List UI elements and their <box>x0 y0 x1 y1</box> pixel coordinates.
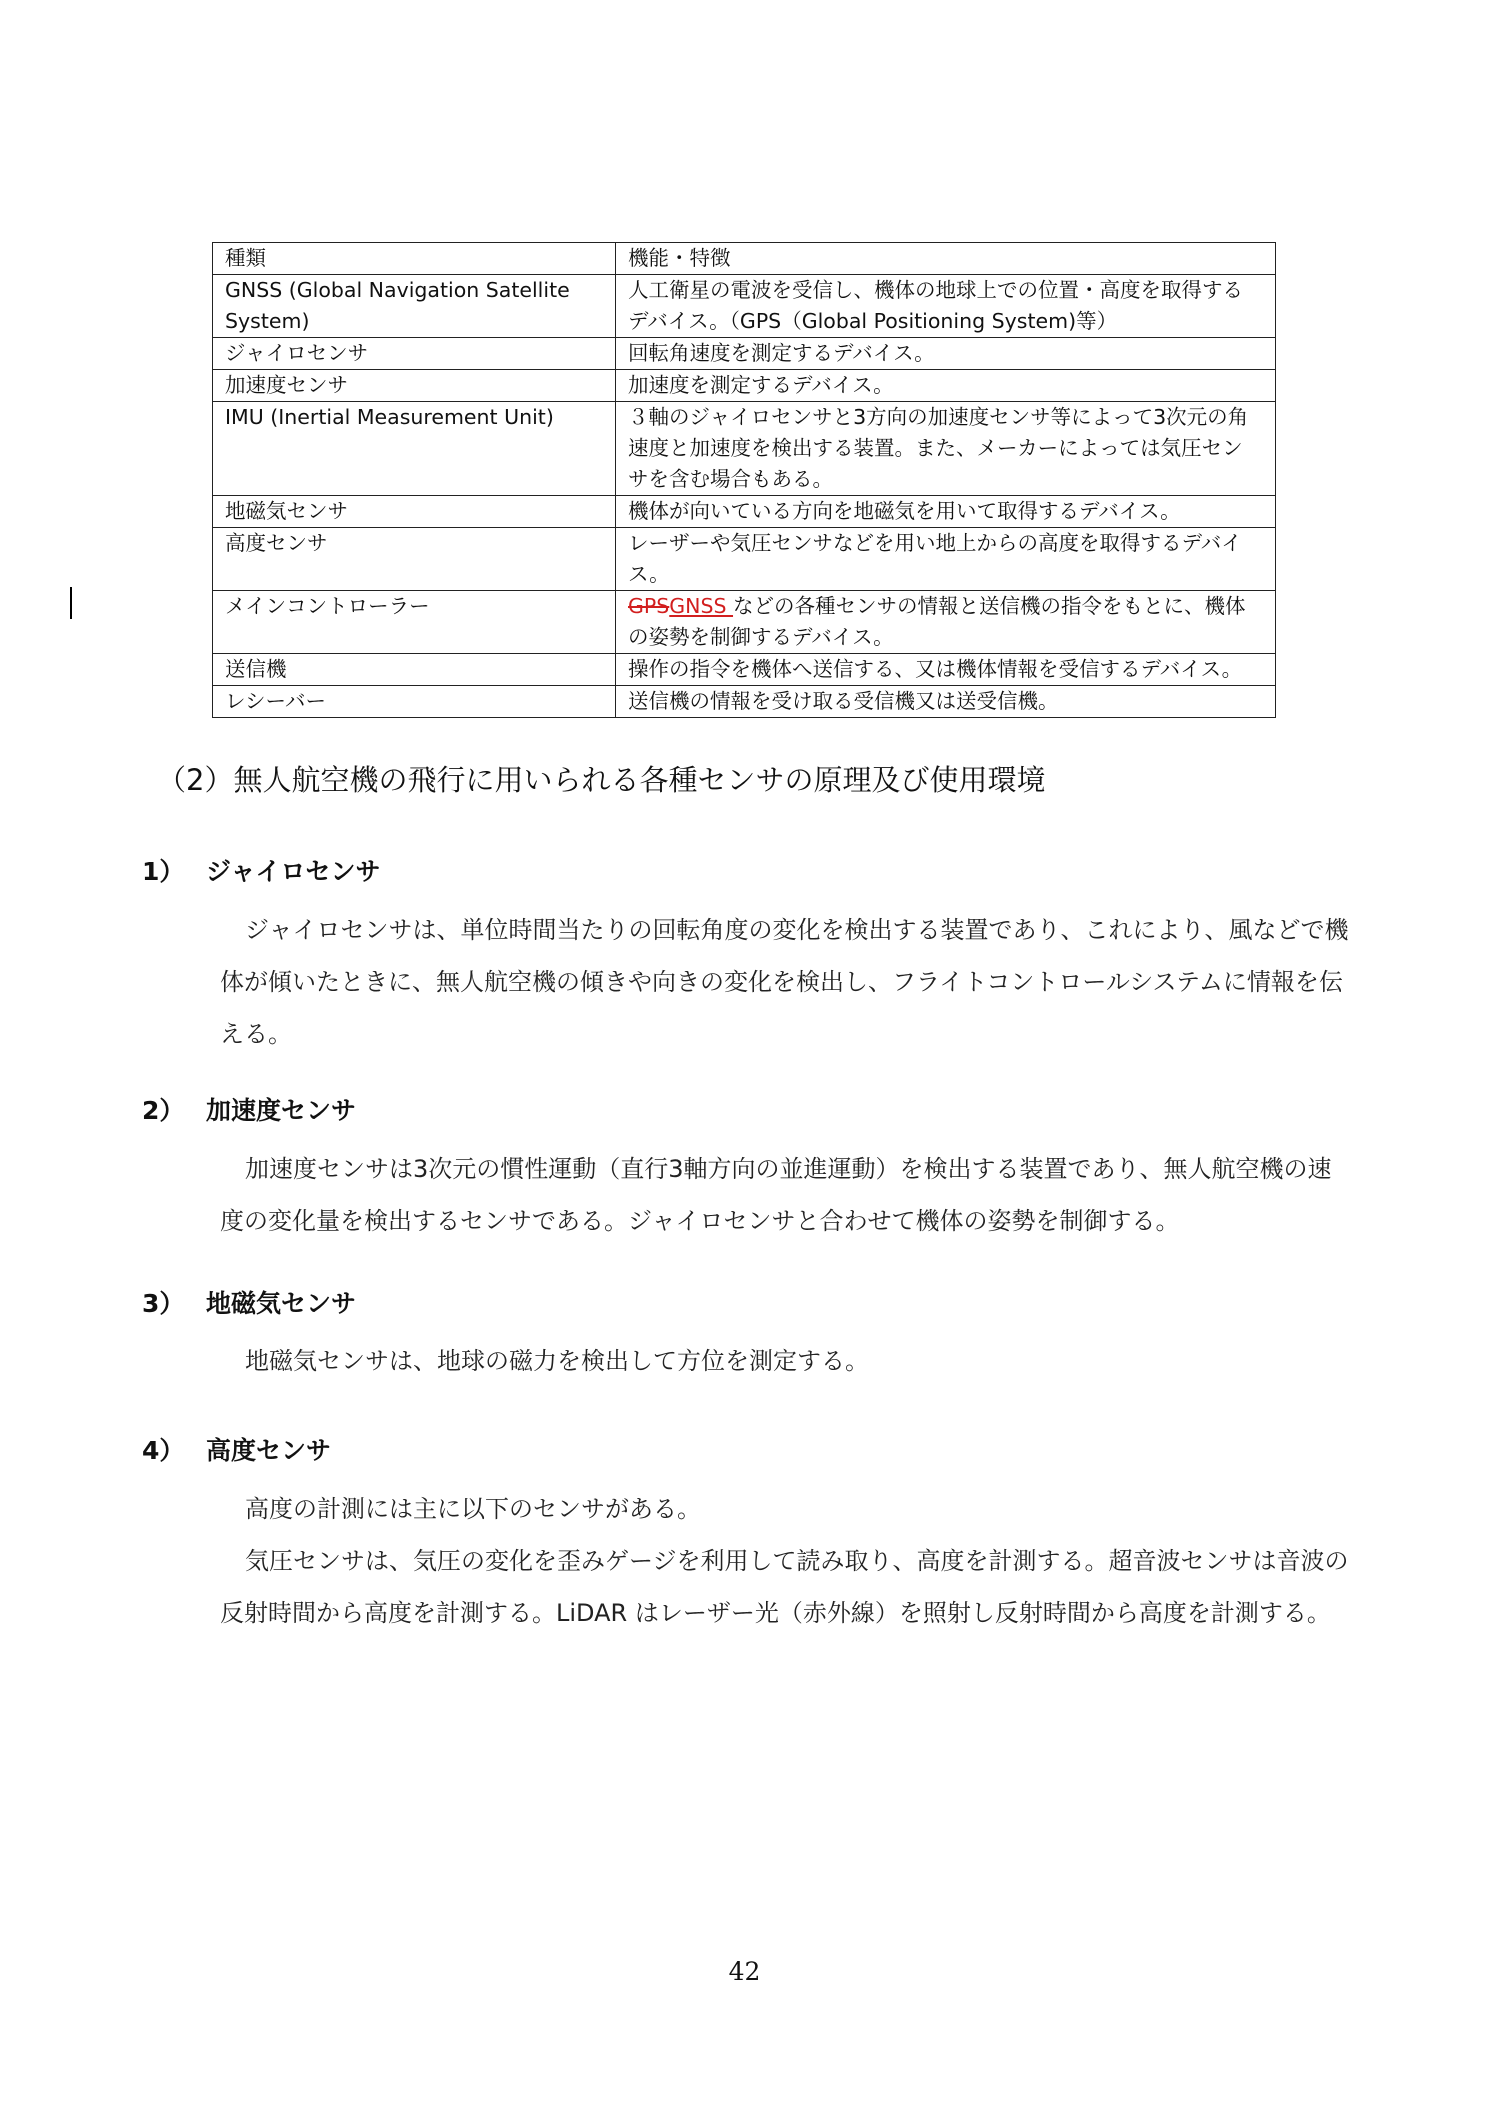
subsection-title: 加速度センサ <box>206 1096 357 1125</box>
sensor-type-cell: 地磁気センサ <box>213 496 616 528</box>
paragraph: 加速度センサは3次元の慣性運動（直行3軸方向の並進運動）を検出する装置であり、無人航空機の速度の変化量を検出するセンサである。ジャイロセンサと合わせて機体の姿勢を制御する。 <box>220 1155 1332 1235</box>
subsection-title: 高度センサ <box>206 1436 332 1465</box>
subsection-number: 3） <box>142 1289 185 1318</box>
table-row <box>213 370 1276 402</box>
paragraph: 地磁気センサは、地球の磁力を検出して方位を測定する。 <box>245 1347 869 1375</box>
sensor-desc-cell: レーザーや気圧センサなどを用い地上からの高度を取得するデバイス。 <box>616 528 1276 591</box>
table-row <box>213 338 1276 370</box>
table-row <box>213 275 1276 338</box>
subsection-heading <box>142 1284 356 1320</box>
table-row <box>213 591 1276 654</box>
subsection-heading <box>142 1091 356 1127</box>
subsection-heading <box>142 852 381 888</box>
sensor-type-cell: メインコントローラー <box>213 591 616 654</box>
page-number: 42 <box>728 1957 761 1986</box>
subsection-number: 2） <box>142 1096 185 1125</box>
sensor-table <box>212 242 1276 718</box>
revision-change-bar <box>70 587 72 619</box>
sensor-type-cell: 高度センサ <box>213 528 616 591</box>
table-row <box>213 528 1276 591</box>
sensor-type-cell: ジャイロセンサ <box>213 338 616 370</box>
subsection-heading <box>142 1431 331 1467</box>
sensor-desc-cell: 機体が向いている方向を地磁気を用いて取得するデバイス。 <box>616 496 1276 528</box>
paragraph: 高度の計測には主に以下のセンサがある。 <box>245 1495 701 1523</box>
subsection-number: 1） <box>142 857 185 886</box>
sensor-desc-cell: 人工衛星の電波を受信し、機体の地球上での位置・高度を取得するデバイス。（GPS（Global Positioning System)等） <box>616 275 1276 338</box>
sensor-type-cell: レシーバー <box>213 686 616 718</box>
table-row <box>213 402 1276 496</box>
subsection-number: 4） <box>142 1436 185 1465</box>
deleted-text: GPS <box>628 594 670 618</box>
table-header-row <box>213 243 1276 275</box>
table-row <box>213 686 1276 718</box>
subsection-title: ジャイロセンサ <box>206 857 381 886</box>
sensor-desc-cell: 送信機の情報を受け取る受信機又は送受信機。 <box>616 686 1276 718</box>
sensor-type-cell: 送信機 <box>213 654 616 686</box>
subsection-title: 地磁気センサ <box>206 1289 357 1318</box>
sensor-type-cell: 加速度センサ <box>213 370 616 402</box>
table-header-cell: 機能・特徴 <box>616 243 1276 275</box>
sensor-type-cell: IMU (Inertial Measurement Unit) <box>213 402 616 496</box>
sensor-desc-cell: ３軸のジャイロセンサと3方向の加速度センサ等によって3次元の角速度と加速度を検出する装置。また、メーカーによっては気圧センサを含む場合もある。 <box>616 402 1276 496</box>
desc-text: などの各種センサの情報と送信機の指令をもとに、機体の姿勢を制御するデバイス。 <box>628 594 1246 649</box>
inserted-text: GNSS <box>669 594 734 618</box>
table-row <box>213 496 1276 528</box>
sensor-desc-cell: 加速度を測定するデバイス。 <box>616 370 1276 402</box>
sensor-desc-cell: 回転角速度を測定するデバイス。 <box>616 338 1276 370</box>
paragraph: 気圧センサは、気圧の変化を歪みゲージを利用して読み取り、高度を計測する。超音波センサは音波の反射時間から高度を計測する。LiDAR はレーザー光（赤外線）を照射し反射時間から高度を計測する。 <box>220 1547 1349 1627</box>
section-title: （2）無人航空機の飛行に用いられる各種センサの原理及び使用環境 <box>157 763 1046 797</box>
table-header-cell: 種類 <box>213 243 616 275</box>
sensor-desc-cell: 操作の指令を機体へ送信する、又は機体情報を受信するデバイス。 <box>616 654 1276 686</box>
sensor-type-cell: GNSS (Global Navigation Satellite System) <box>213 275 616 338</box>
sensor-desc-cell <box>616 591 1276 654</box>
paragraph: ジャイロセンサは、単位時間当たりの回転角度の変化を検出する装置であり、これにより、風などで機体が傾いたときに、無人航空機の傾きや向きの変化を検出し、フライトコントロールシステムに情報を伝える。 <box>220 916 1349 1048</box>
table-row <box>213 654 1276 686</box>
